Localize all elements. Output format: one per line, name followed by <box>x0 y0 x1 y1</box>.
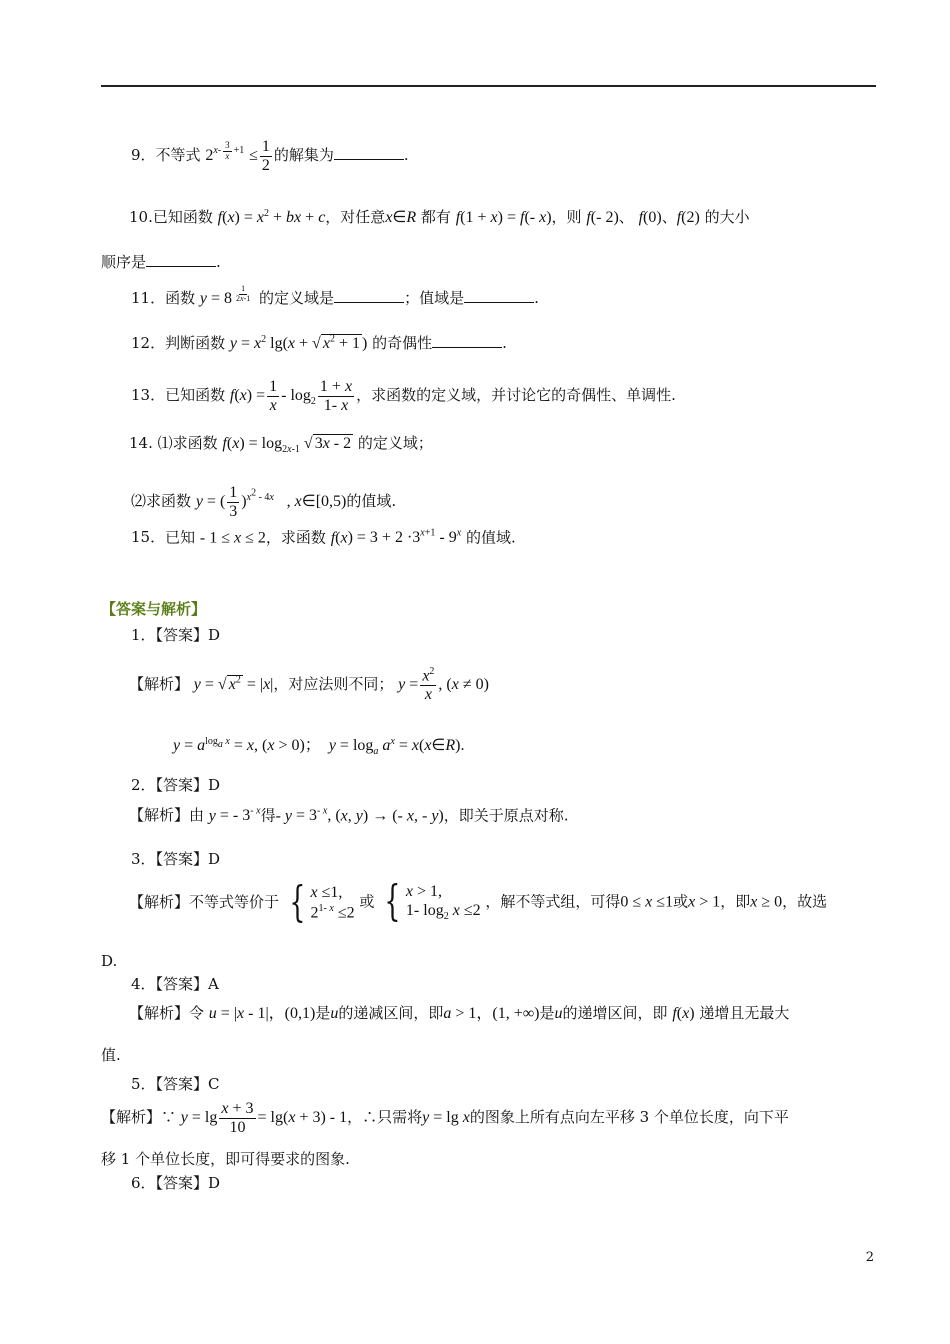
answer-6: 6．【答案】D <box>131 1174 221 1192</box>
problem-14-part2: ⑵求函数 y = ( $\frac{1}{3}$ )$^{x^2 - 4x}$ , x∈[0,5)的值域. <box>131 484 397 520</box>
problem-11: 11．函数 y = 8 $^{\frac{1}{2x-1}}$ 的定义域是 ；值域是 . <box>131 284 539 307</box>
answer-4-explanation: 【解析】令 u = |x - 1|，(0,1)是u的递减区间，即a > 1，(1, +∞)是u的递增区间，即 f(x) 递增且无最大 <box>129 1004 790 1022</box>
answer-1: 1．【答案】D <box>131 626 221 644</box>
answer-blank[interactable] <box>146 252 216 267</box>
page-number: 2 <box>865 1250 874 1265</box>
answer-3-line2: D. <box>101 952 118 970</box>
answer-3-explanation: 【解析】不等式等价于 { x ≤1, $2^{1- x} \le 2$ 或 { x > 1, 1- $\log_2 x \le 2$ ，解不等式组，可得0 ≤ x ≤1或x > 1，即x ≥ 0，故选 <box>129 876 828 927</box>
problem-14: 14. ⑴求函数 $f(x) = \log_{2x-1}$ √ 3x - 2 的定义域； <box>129 434 433 456</box>
header-rule <box>101 85 876 87</box>
problem-9: 9．不等式 $2^{x- \frac{3}{x} +1}$ ≤ $\frac{1}{2}$ 的解集为 . <box>131 138 409 174</box>
section-title: 【答案与解析】 <box>101 600 207 618</box>
problem-12: 12．判断函数 $y = x^2$ lg(x + √ $x^2 + 1$ ) 的奇偶性 . <box>131 333 507 352</box>
answer-blank[interactable] <box>334 288 404 303</box>
answer-blank[interactable] <box>464 288 534 303</box>
problem-15: 15．已知 - 1 ≤ x ≤ 2，求函数 $f(x) = 3 + 2 \cdot 3^{x+1} - 9^x$ 的值域. <box>131 528 516 547</box>
answer-1-formula: $y = a^{log_a x} = x$, (x > 0)； $y = \log_a a^x$ = x(x∈R). <box>173 736 465 758</box>
answer-5-explanation: 【解析】∵ y = lg $\frac{x + 3}{10}$ = lg(x + 3) - 1，∴只需将y = lg x的图象上所有点向左平移 3 个单位长度，向下平 <box>101 1100 789 1136</box>
answer-5: 5．【答案】C <box>131 1075 220 1093</box>
answer-4-line2: 值. <box>101 1046 121 1064</box>
problem-10-line2: 顺序是 . <box>101 253 221 271</box>
answer-blank[interactable] <box>432 333 502 348</box>
answer-5-line2: 移 1 个单位长度，即可得要求的图象. <box>101 1150 350 1168</box>
answer-2-explanation: 【解析】由 y = - $3^{- x}$得- $y = 3^{- x}$, (x, y) → (- x, - y)，即关于原点对称. <box>129 806 569 825</box>
answer-3: 3．【答案】D <box>131 850 221 868</box>
answer-blank[interactable] <box>334 145 404 160</box>
answer-2: 2．【答案】D <box>131 776 221 794</box>
answer-4: 4．【答案】A <box>131 975 219 993</box>
problem-13: 13．已知函数 f(x) = $\frac{1}{x}$ - $\log_2$ $\frac{1 + x}{1- x}$ ，求函数的定义域，并讨论它的奇偶性、单调性. <box>131 378 676 414</box>
answer-1-explanation: 【解析】 y = √ $x^2 = |x|$，对应法则不同； y = $\frac{x^2}{x}$ , (x ≠ 0) <box>129 666 489 703</box>
problem-10: 10.已知函数 $f(x) = x^2$ + bx + c，对任意x∈R 都有 f(1 + x) = f(- x)，则 f(- 2)、 f(0)、f(2) 的大小 <box>129 208 750 226</box>
